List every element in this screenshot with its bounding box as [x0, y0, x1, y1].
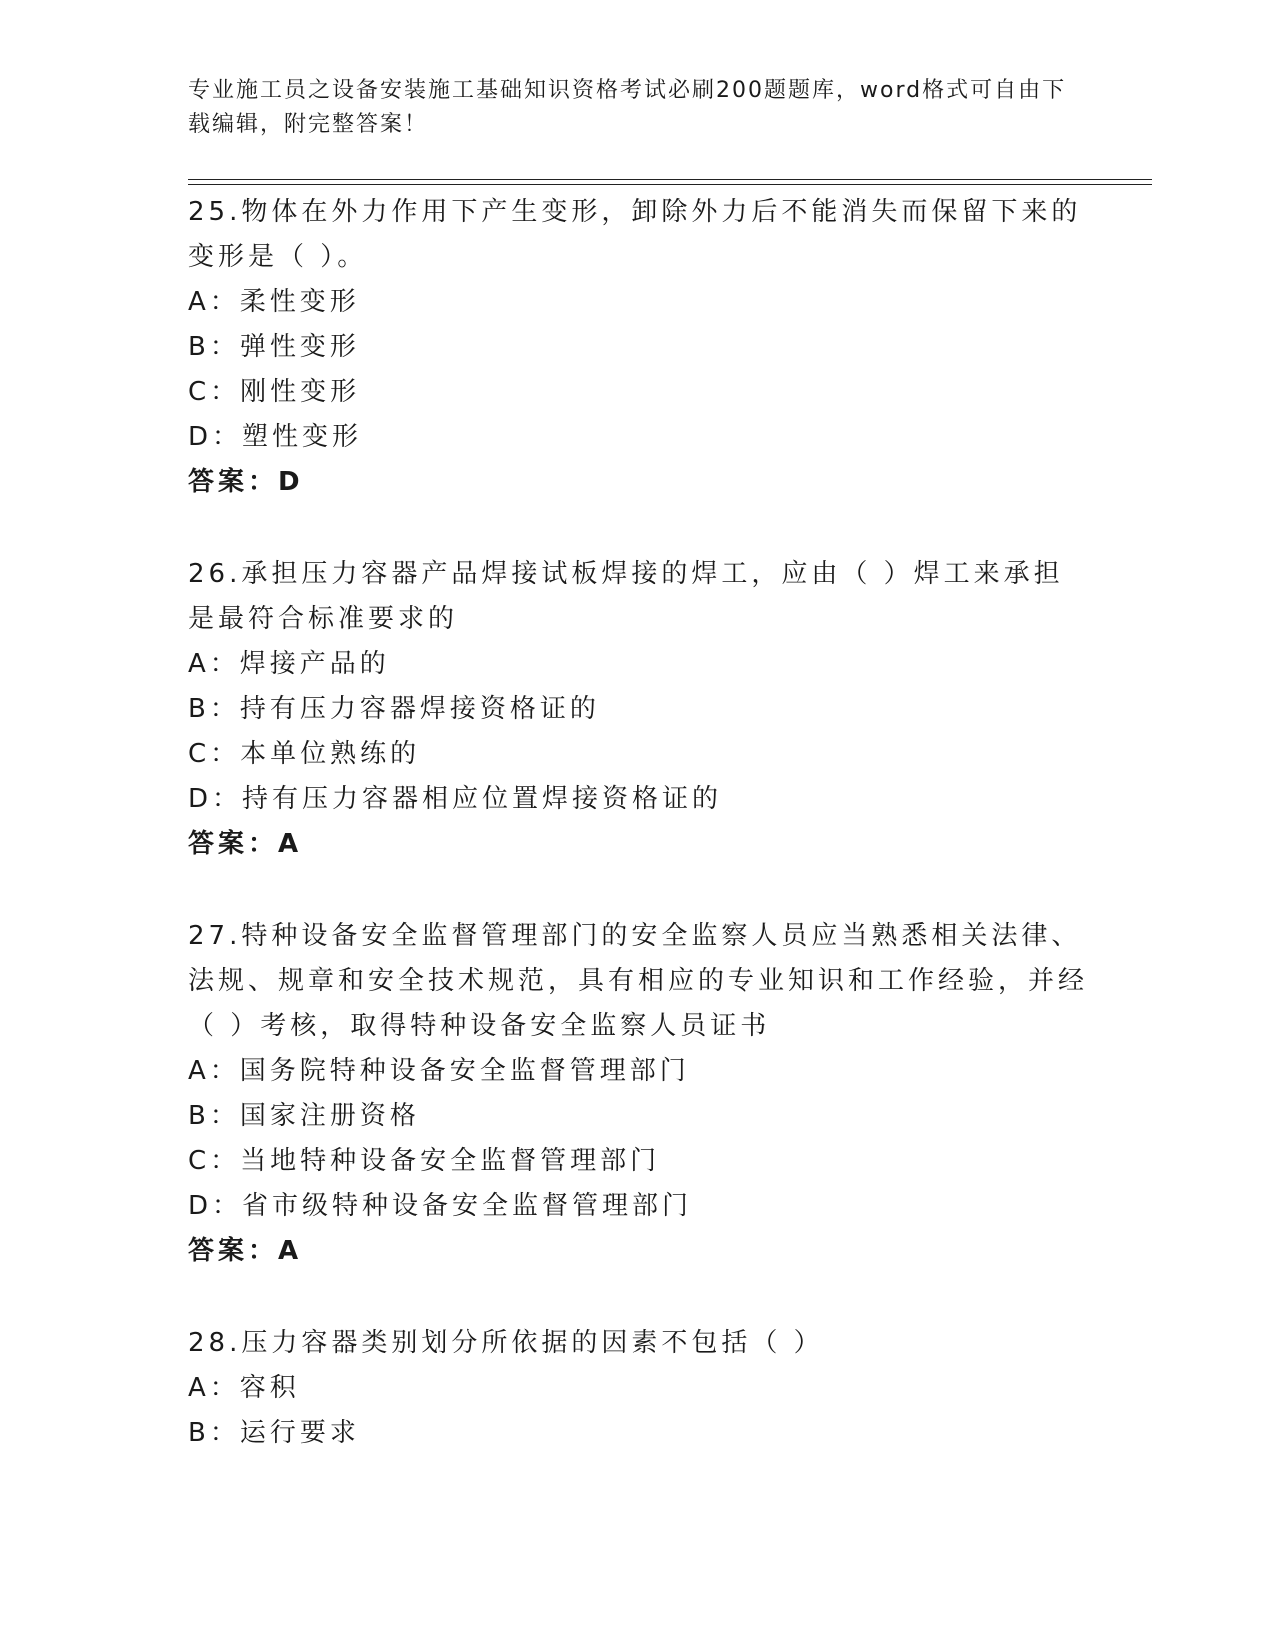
option-b: B：运行要求	[188, 1418, 360, 1448]
option-d: D：塑性变形	[188, 422, 363, 452]
option-d: D：省市级特种设备安全监督管理部门	[188, 1191, 693, 1221]
question-28	[188, 1319, 1088, 1456]
spacer	[188, 505, 1088, 550]
question-stem: 25.物体在外力作用下产生变形，卸除外力后不能消失而保留下来的变形是（ ）。	[188, 197, 1082, 272]
answer-line: 答案：A	[188, 829, 303, 859]
option-c: C：本单位熟练的	[188, 739, 421, 769]
header-rule-top	[188, 179, 1152, 180]
option-c: C：刚性变形	[188, 377, 361, 407]
option-b: B：国家注册资格	[188, 1101, 420, 1131]
option-a: A：国务院特种设备安全监督管理部门	[188, 1056, 690, 1086]
spacer	[188, 867, 1088, 912]
option-a: A：焊接产品的	[188, 649, 390, 679]
spacer	[188, 1274, 1088, 1319]
question-stem: 28.压力容器类别划分所依据的因素不包括（ ）	[188, 1328, 824, 1358]
option-b: B：持有压力容器焊接资格证的	[188, 694, 600, 724]
option-b: B：弹性变形	[188, 332, 360, 362]
answer-line: 答案：D	[188, 467, 304, 497]
question-27	[188, 912, 1088, 1274]
question-stem: 27.特种设备安全监督管理部门的安全监察人员应当熟悉相关法律、法规、规章和安全技术规范，具有相应的专业知识和工作经验，并经（ ）考核，取得特种设备安全监察人员证书	[188, 921, 1089, 1041]
option-a: A：柔性变形	[188, 287, 360, 317]
question-25	[188, 188, 1088, 505]
option-c: C：当地特种设备安全监督管理部门	[188, 1146, 661, 1176]
option-a: A：容积	[188, 1373, 300, 1403]
question-26	[188, 550, 1088, 867]
header-rule-bottom	[188, 184, 1152, 185]
question-stem: 26.承担压力容器产品焊接试板焊接的焊工，应由（ ）焊工来承担是最符合标准要求的	[188, 559, 1064, 634]
document-header: 专业施工员之设备安装施工基础知识资格考试必刷200题题库，word格式可自由下载编辑，附完整答案！	[188, 78, 1067, 137]
option-d: D：持有压力容器相应位置焊接资格证的	[188, 784, 723, 814]
answer-line: 答案：A	[188, 1236, 303, 1266]
question-list	[188, 188, 1088, 1456]
